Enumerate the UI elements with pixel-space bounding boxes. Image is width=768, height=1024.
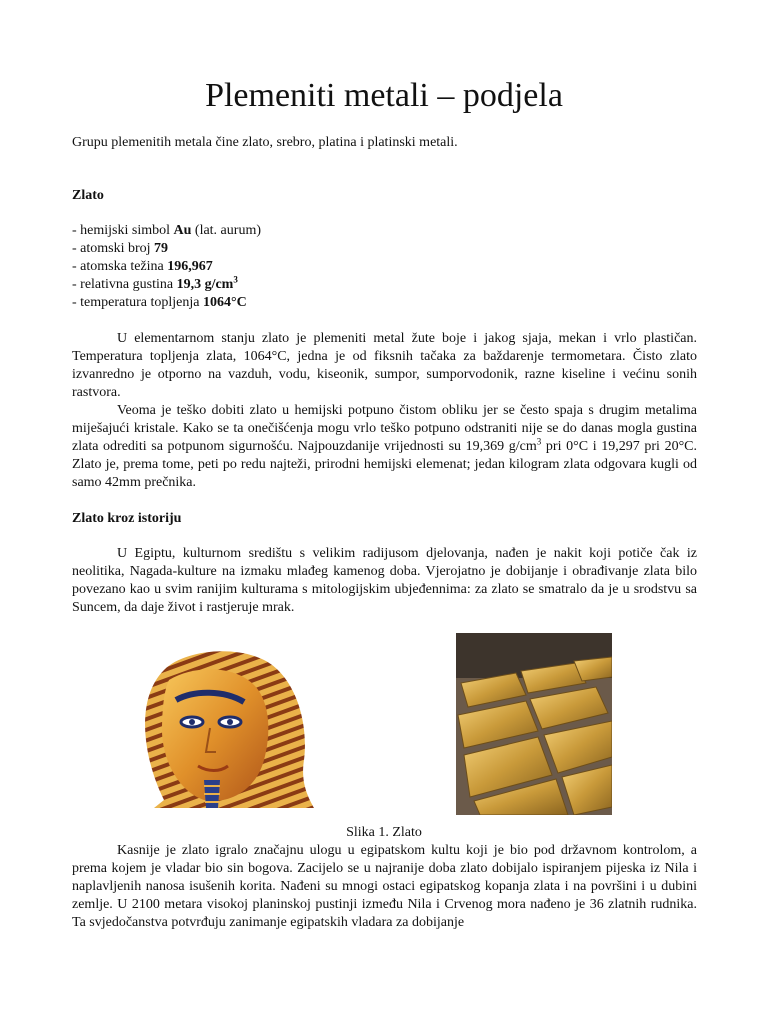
pharaoh-mask-image <box>124 640 316 812</box>
intro-paragraph: Grupu plemenitih metala čine zlato, srebro, platina i platinski metali. <box>72 135 458 150</box>
fact-item: - atomski broj 79 <box>72 241 169 256</box>
paragraph-egypt-cult: Kasnije je zlato igralo značajnu ulogu u egipatskom kultu koji je bio pod državnom kontrolom, a prema kojem je vladar bio sin bogova. Zacijelo se u najranije doba zlato dobijalo ispiranjem pijeska iz Nila i naplavljenih nanosa isušenih korita. Nađeni su mnogi ostaci egipatskog kopanja zlata i na površini i u dubini zemlje. U 2100 metara visokoj planinskoj pustinji između Nila i Crvenog mora nađeno je 36 zlatnih rudnika. Ta svjedočanstva potvrđuju zanimanje egipatskih vladara za dobijanje <box>72 843 697 930</box>
fact-item: - relativna gustina 19,3 $g/cm^3$ <box>72 274 238 292</box>
paragraph-gold-density: Veoma je teško dobiti zlato u hemijski potpuno čistom obliku jer se često spaja s drugim metalima miješajući kristale. Kako se ta onečišćenja mogu vrlo teško potpuno odstraniti nije se do danas mogla gustina zlata odrediti sa potpunom sigurnošću. Najpouzdanije vrijednosti su 19,369 $g/cm^3$ pri 0°C i 19,297 pri 20°C. Zlato je, prema tome, peti po redu najteži, prirodni hemijski elemenat; jedan kilogram zlata odgovara kugli od samo 42mm prečnika. <box>72 403 698 490</box>
gold-facts-list <box>72 222 261 312</box>
gold-bars-image <box>456 633 612 815</box>
paragraph-elemental-gold: U elementarnom stanju zlato je plemeniti metal žute boje i jakog sjaja, mekan i vrlo plastičan. Temperatura topljenja zlata, 1064°C, jedna je od fiksnih tačaka za baždarenje termometara. Čisto zlato izvanredno je otporno na vazduh, vodu, kiseonik, sumpor, sumporvodonik, razne kiseline i većinu sonih rastvora. <box>72 331 697 400</box>
fact-item: - hemijski simbol Au (lat. aurum) <box>72 223 261 238</box>
fact-item: - temperatura topljenja 1064°C <box>72 295 247 310</box>
paragraph-egypt: U Egiptu, kulturnom središtu s velikim radijusom djelovanja, nađen je nakit koji potiče čak iz neolitika, Nagada-kulture na izmaku mlađeg kamenog doba. Vjerojatno je dobijanje i obrađivanje zlata bilo povezano kao u svim ranijim kulturama s mitologijskim ubjeđennima: za zlato se smatralo da je u srodstvu sa Suncem, da daje život i rastjeruje mrak. <box>72 546 697 615</box>
figure-caption: Slika 1. Zlato <box>346 825 422 840</box>
fact-item: - atomska težina 196,967 <box>72 259 213 274</box>
section-heading-zlato: Zlato <box>72 188 104 203</box>
page-title: Plemeniti metali – podjela <box>205 77 563 114</box>
section-heading-history: Zlato kroz istoriju <box>72 511 182 526</box>
